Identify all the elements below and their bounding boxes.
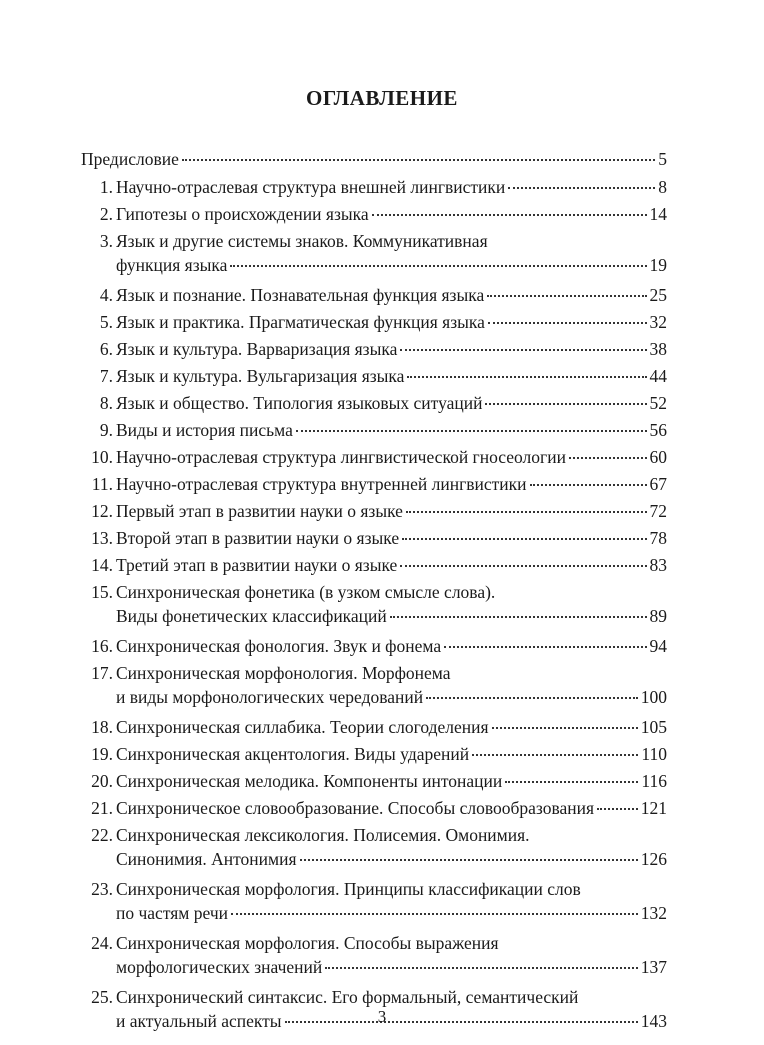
toc-entry [81, 715, 667, 742]
dot-leader [372, 213, 647, 216]
dot-leader [569, 456, 647, 459]
dot-leader [400, 348, 646, 351]
toc-entry-number: 25. [91, 987, 113, 1007]
toc-entry-number: 16. [91, 636, 113, 656]
toc-entry-title: и виды морфонологических чередований [116, 687, 424, 707]
toc-entry-title: Синхроническая мелодика. Компоненты интонации [116, 771, 503, 791]
toc-entry-page: 60 [649, 447, 667, 467]
dot-leader [505, 780, 638, 783]
toc-entry-number: 22. [91, 825, 113, 845]
dot-leader [402, 537, 646, 540]
toc-entry-number: 20. [91, 771, 113, 791]
toc-entry-page: 52 [649, 393, 667, 413]
toc-entry-page: 72 [649, 501, 667, 521]
toc-entry-number: 12. [91, 501, 113, 521]
toc-entry-title: Второй этап в развитии науки о языке [116, 528, 400, 548]
page-number: 3 [377, 1007, 387, 1026]
toc-entry-number: 9. [99, 420, 113, 440]
dot-leader [182, 158, 655, 161]
dot-leader [485, 402, 646, 405]
toc-entry [81, 364, 667, 391]
toc-entry-page: 56 [649, 420, 667, 440]
toc-entry [81, 769, 667, 796]
toc-entry [81, 310, 667, 337]
toc-entry-page: 44 [649, 366, 667, 386]
toc-entry [81, 337, 667, 364]
toc-entry-title: Первый этап в развитии науки о языке [116, 501, 403, 521]
dot-leader [444, 645, 646, 648]
toc-entry-title: Синхроническое словообразование. Способы словообразования [116, 798, 595, 818]
toc-entry-page: 137 [640, 957, 667, 977]
toc-entry-number: 6. [99, 339, 113, 359]
toc-entry-title: Научно-отраслевая структура лингвистической гносеологии [116, 447, 566, 467]
dot-leader [426, 696, 638, 699]
toc-entry-page: 83 [649, 555, 667, 575]
toc-entry-title: Язык и практика. Прагматическая функция языка [116, 312, 485, 332]
toc-entry [81, 202, 667, 229]
toc-entry [81, 877, 667, 931]
toc-entry [81, 418, 667, 445]
toc-entry-title: Синхроническая акцентология. Виды ударений [116, 744, 470, 764]
toc-entry-number: 2. [99, 204, 113, 224]
toc-entry [81, 634, 667, 661]
dot-leader [487, 294, 646, 297]
toc-entry [81, 796, 667, 823]
toc-entry-number: 5. [99, 312, 113, 332]
dot-leader [400, 564, 646, 567]
toc-entry [81, 472, 667, 499]
toc-entry-number: 18. [91, 717, 113, 737]
toc-entry-number: 17. [91, 663, 113, 683]
toc-entry-number: 19. [91, 744, 113, 764]
toc-entry-page: 14 [649, 204, 667, 224]
toc-entry-title: и актуальный аспекты [116, 1011, 282, 1031]
toc-entry-page: 89 [649, 606, 667, 626]
toc-entry [81, 445, 667, 472]
toc-entry-number: 14. [91, 555, 113, 575]
toc-entry-page: 116 [641, 771, 667, 791]
toc-entry-number: 24. [91, 933, 113, 953]
dot-leader [492, 726, 638, 729]
toc-entry [81, 931, 667, 985]
toc-entry [81, 499, 667, 526]
toc-entry [81, 391, 667, 418]
dot-leader [472, 753, 638, 756]
toc-entry-title: Синхроническая фонетика (в узком смысле слова). [116, 582, 496, 602]
toc-entry [81, 823, 667, 877]
toc-entry-page: 78 [649, 528, 667, 548]
dot-leader [231, 912, 638, 915]
toc-entry [81, 175, 667, 202]
toc-entry-page: 32 [649, 312, 667, 332]
toc-entry-page: 25 [649, 285, 667, 305]
toc-entry [81, 526, 667, 553]
toc-entry-title: Предисловие [81, 149, 179, 169]
toc-entry-title: Синхронический синтаксис. Его формальный, семантический [116, 987, 579, 1007]
toc-entry-title: Язык и общество. Типология языковых ситуаций [116, 393, 483, 413]
toc-entry-number: 8. [99, 393, 113, 413]
toc-entry [81, 580, 667, 634]
toc-entry-title: Научно-отраслевая структура внешней лингвистики [116, 177, 506, 197]
toc-entry-page: 143 [640, 1011, 667, 1031]
toc-entry-title: Синхроническая морфология. Способы выражения [116, 933, 499, 953]
toc-entry-number: 13. [91, 528, 113, 548]
dot-leader [325, 966, 638, 969]
toc-entry-title: функция языка [116, 255, 228, 275]
dot-leader [407, 375, 646, 378]
toc-entry [81, 553, 667, 580]
toc-entry-page: 121 [640, 798, 667, 818]
toc-entry-page: 5 [658, 149, 667, 169]
toc-entry-title: Синхроническая фонология. Звук и фонема [116, 636, 442, 656]
toc-entry-number: 7. [99, 366, 113, 386]
toc-entry-title: Язык и познание. Познавательная функция языка [116, 285, 485, 305]
toc-entry [81, 661, 667, 715]
toc-entry-title: Язык и культура. Варваризация языка [116, 339, 398, 359]
toc-entry [81, 229, 667, 283]
toc-entry-title: Синхроническая морфонология. Морфонема [116, 663, 451, 683]
toc-entry-page: 38 [649, 339, 667, 359]
table-of-contents [81, 147, 667, 1039]
toc-entry-title: Научно-отраслевая структура внутренней лингвистики [116, 474, 527, 494]
toc-entry-number: 11. [91, 474, 113, 494]
dot-leader [300, 858, 638, 861]
toc-entry-page: 8 [658, 177, 667, 197]
dot-leader [230, 264, 646, 267]
dot-leader [530, 483, 647, 486]
toc-entry-title: Язык и культура. Вульгаризация языка [116, 366, 405, 386]
toc-entry-title: Синхроническая морфология. Принципы классификации слов [116, 879, 581, 899]
toc-entry-title: Синхроническая силлабика. Теории слогоделения [116, 717, 489, 737]
toc-entry [81, 283, 667, 310]
toc-entry-title: морфологических значений [116, 957, 323, 977]
page-title: ОГЛАВЛЕНИЕ [306, 86, 458, 110]
toc-entry-preface [81, 147, 667, 175]
toc-entry-number: 15. [91, 582, 113, 602]
dot-leader [406, 510, 647, 513]
toc-entry-title: Синхроническая лексикология. Полисемия. Омонимия. [116, 825, 530, 845]
toc-entry-number: 4. [99, 285, 113, 305]
toc-entry-page: 67 [649, 474, 667, 494]
dot-leader [597, 807, 638, 810]
toc-entry-title: Гипотезы о происхождении языка [116, 204, 369, 224]
toc-entry-page: 19 [649, 255, 667, 275]
dot-leader [296, 429, 647, 432]
toc-entry-number: 3. [99, 231, 113, 251]
toc-entry-page: 126 [640, 849, 667, 869]
toc-entry-title: Виды и история письма [116, 420, 293, 440]
toc-entry-number: 10. [91, 447, 113, 467]
toc-entries [81, 175, 667, 1039]
toc-entry [81, 742, 667, 769]
toc-entry-title: Синонимия. Антонимия [116, 849, 297, 869]
toc-entry-title: Язык и другие системы знаков. Коммуникативная [116, 231, 488, 251]
toc-entry-number: 23. [91, 879, 113, 899]
dot-leader [488, 321, 647, 324]
dot-leader [508, 186, 655, 189]
toc-entry-title: Виды фонетических классификаций [116, 606, 387, 626]
toc-entry-title: Третий этап в развитии науки о языке [116, 555, 398, 575]
toc-entry-number: 21. [91, 798, 113, 818]
dot-leader [390, 615, 647, 618]
toc-entry-page: 100 [640, 687, 667, 707]
toc-entry-page: 105 [640, 717, 667, 737]
toc-entry-page: 94 [649, 636, 667, 656]
toc-entry-title: по частям речи [116, 903, 228, 923]
toc-entry-page: 110 [641, 744, 667, 764]
toc-entry-number: 1. [99, 177, 113, 197]
toc-entry-page: 132 [640, 903, 667, 923]
